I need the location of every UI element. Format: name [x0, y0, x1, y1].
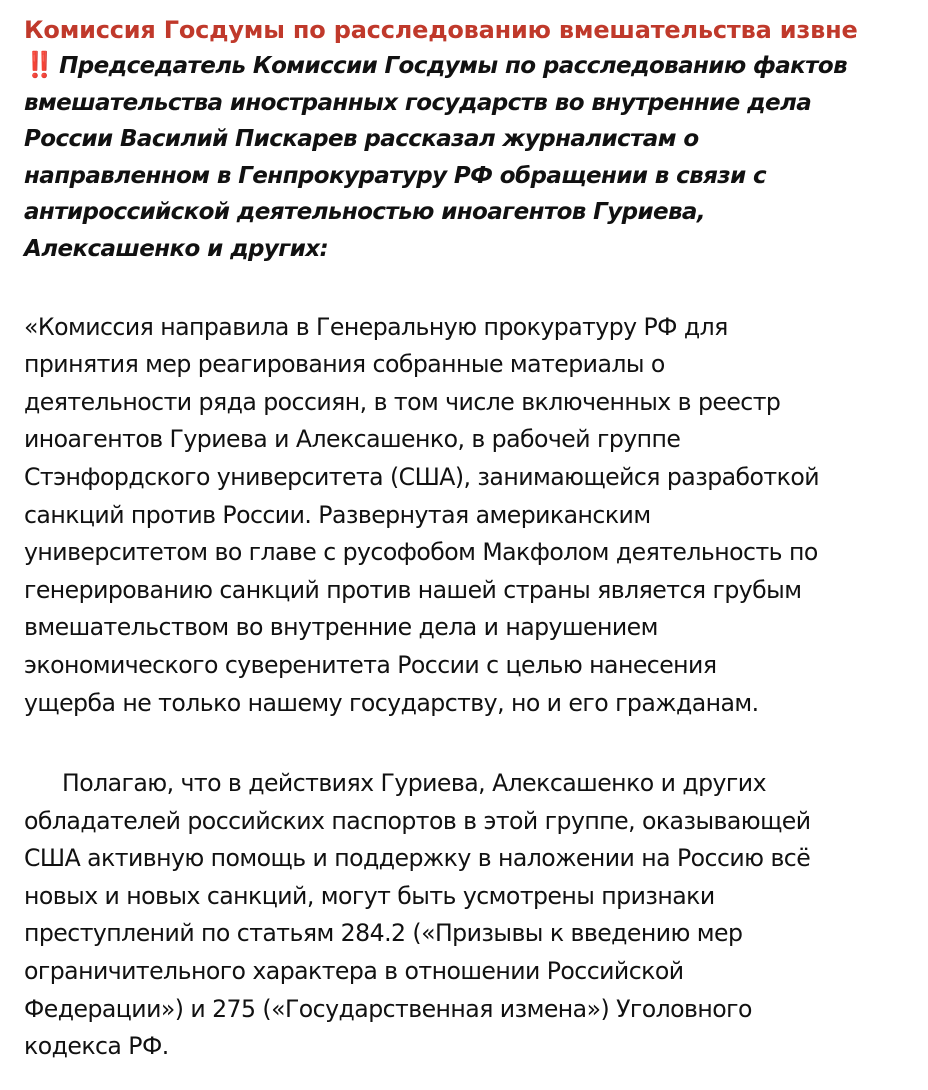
lead-line: [24, 48, 904, 85]
lead-line: России Василий Пискарев рассказал журналистам о: [24, 126, 699, 153]
text-line: «Комиссия направила в Генеральную прокуратуру РФ для: [24, 312, 728, 341]
channel-title[interactable]: Комиссия Госдумы по расследованию вмешательства извне: [24, 16, 858, 44]
text-line: вмешательством во внутренние дела и нарушением: [24, 613, 658, 642]
quote-paragraph-1: [24, 309, 904, 723]
paragraph-spacer: [24, 268, 904, 309]
paragraph-spacer: [24, 722, 904, 765]
text-line: США активную помощь и поддержку в наложении на Россию всё: [24, 844, 811, 873]
text-line: обладателей российских паспортов в этой группе, оказывающей: [24, 806, 811, 835]
double-exclamation-icon: ‼️: [24, 50, 53, 79]
text-line: университетом во главе с русофобом Макфолом деятельность по: [24, 538, 818, 567]
text-line: санкций против России. Развернутая американским: [24, 500, 651, 529]
text-line: ущерба не только нашему государству, но и его гражданам.: [24, 688, 759, 717]
text-line: Полагаю, что в действиях Гуриева, Алексашенко и других: [62, 769, 766, 798]
text-line: деятельности ряда россиян, в том числе включенных в реестр: [24, 387, 781, 416]
lead-line: направленном в Генпрокуратуру РФ обращении в связи с: [24, 162, 767, 189]
text-line: принятия мер реагирования собранные материалы о: [24, 350, 665, 379]
text-line: иноагентов Гуриева и Алексашенко, в рабочей группе: [24, 425, 681, 454]
text-line: новых и новых санкций, могут быть усмотрены признаки: [24, 881, 715, 910]
text-line: Стэнфордского университета (США), занимающейся разработкой: [24, 462, 819, 491]
lead-paragraph: [24, 48, 904, 268]
text-line: экономического суверенитета России с целью нанесения: [24, 650, 717, 679]
text-line: генерированию санкций против нашей страны является грубым: [24, 575, 802, 604]
lead-line: вмешательства иностранных государств во внутренние дела: [24, 89, 812, 116]
lead-line: антироссийской деятельностью иноагентов Гуриева,: [24, 199, 705, 226]
quote-paragraph-2: [24, 765, 904, 1066]
text-line: преступлений по статьям 284.2 («Призывы к введению мер: [24, 919, 743, 948]
text-line: ограничительного характера в отношении Российской: [24, 957, 684, 986]
lead-line: Алексашенко и других:: [24, 235, 329, 262]
text-line: кодекса РФ.: [24, 1032, 169, 1061]
text-line: Федерации») и 275 («Государственная измена») Уголовного: [24, 994, 752, 1023]
lead-line-text: Председатель Комиссии Госдумы по расследованию фактов: [59, 53, 848, 79]
